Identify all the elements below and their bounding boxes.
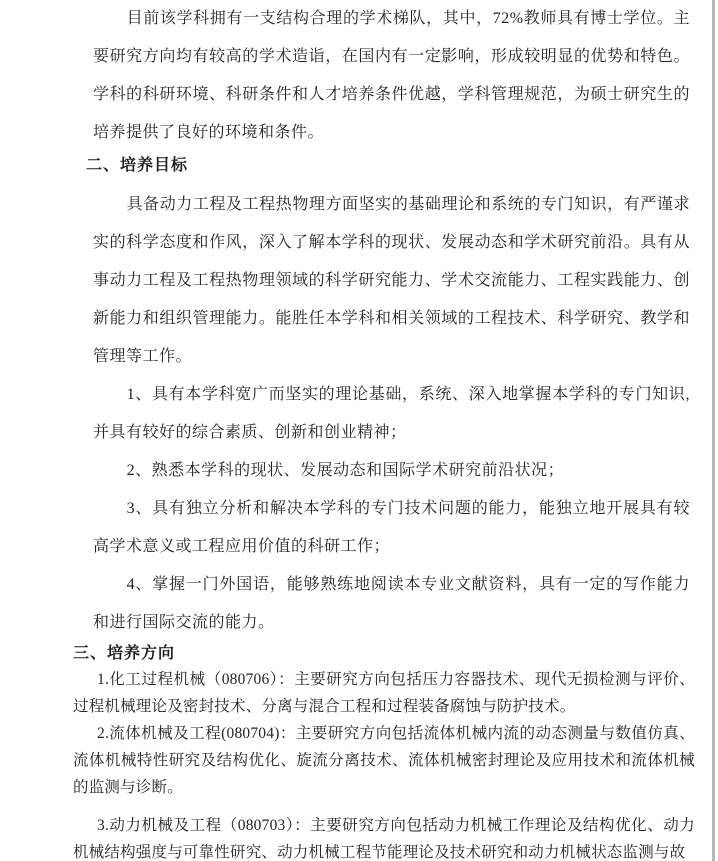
goals-paragraph: 具备动力工程及工程热物理方面坚实的基础理论和系统的专门知识，有严谨求实的科学态度和作风，深入了解本学科的现状、发展动态和学术研究前沿。具有从事动力工程及工程热物理领域的科学研究能力、学术交流能力、工程实践能力、创新能力和组织管理能力。能胜任本学科和相关领域的工程技术、科学研究、教学和管理等工作。	[93, 196, 690, 365]
goals-heading: 二、培养目标	[86, 157, 189, 174]
section-training-directions	[0, 642, 718, 861]
direction-item-2: 2.流体机械及工程(080704)：主要研究方向包括流体机械内流的动态测量与数值仿真、流体机械特性研究及结构优化、旋流分离技术、流体机械密封理论及应用技术和流体机械的监测与诊断。	[73, 725, 695, 796]
goal-item-1: 1、具有本学科宽广而坚实的理论基础，系统、深入地掌握本学科的专门知识,并具有较好的综合素质、创新和创业精神；	[93, 386, 690, 441]
goal-item-4: 4、掌握一门外国语，能够熟练地阅读本专业文献资料，具有一定的写作能力和进行国际交流的能力。	[93, 576, 690, 631]
scan-edge-line	[712, 0, 715, 861]
direction-item-3: 3.动力机械及工程（080703）：主要研究方向包括动力机械工作理论及结构优化、动力机械结构强度与可靠性研究、动力机械工程节能理论及技术研究和动力机械状态监测与故	[73, 817, 695, 861]
goal-item-2: 2、熟悉本学科的现状、发展动态和国际学术研究前沿状况；	[126, 462, 565, 479]
directions-heading: 三、培养方向	[73, 645, 176, 662]
goal-item-3: 3、具有独立分析和解决本学科的专门技术问题的能力，能独立地开展具有较高学术意义或工程应用价值的科研工作；	[93, 500, 690, 555]
intro-paragraph: 目前该学科拥有一支结构合理的学术梯队，其中，72%教师具有博士学位。主要研究方向均有较高的学术造诣，在国内有一定影响，形成较明显的优势和特色。学科的科研环境、科研条件和人才培养条件优越，学科管理规范，为硕士研究生的培养提供了良好的环境和条件。	[93, 10, 690, 141]
direction-item-1: 1.化工过程机械（080706）：主要研究方向包括压力容器技术、现代无损检测与评价、过程机械理论及密封技术、分离与混合工程和过程装备腐蚀与防护技术。	[73, 671, 695, 715]
